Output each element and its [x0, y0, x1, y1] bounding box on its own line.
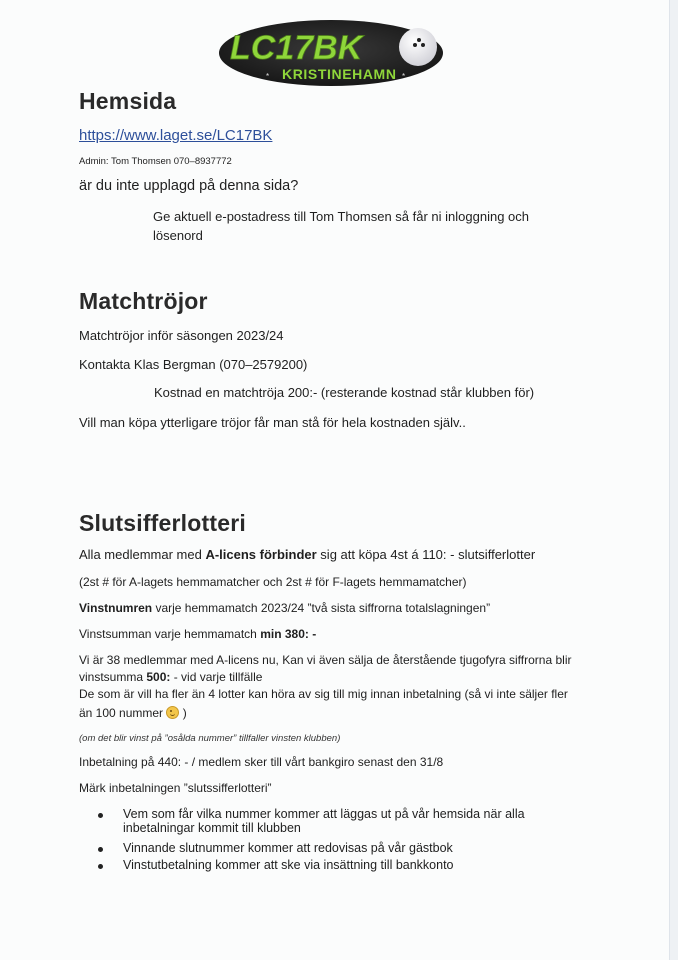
- ball-hole-icon: [413, 43, 417, 47]
- lotteri-p4: [79, 627, 316, 641]
- matchtrojor-line1: Matchtröjor inför säsongen 2023/24: [79, 328, 284, 343]
- admin-contact: Admin: Tom Thomsen 070–8937772: [79, 156, 232, 167]
- text: ): [179, 706, 187, 720]
- list-item: [123, 858, 454, 872]
- lotteri-p5-line1: Vi är 38 medlemmar med A-licens nu, Kan vi även sälja de återstående tjugofyra siffrorna blir: [79, 653, 572, 667]
- text: - vid varje tillfälle: [170, 670, 263, 684]
- text: än 100 nummer: [79, 706, 167, 720]
- hemsida-instruction-line2: lösenord: [153, 228, 203, 243]
- club-logo: [218, 19, 444, 87]
- bowling-ball-icon: [399, 28, 437, 66]
- text: vinstsumma: [79, 670, 147, 684]
- ball-hole-icon: [421, 43, 425, 47]
- lotteri-p6-line2: [79, 706, 187, 720]
- list-item-text: inbetalningar kommit till klubben: [123, 821, 301, 835]
- website-link[interactable]: https://www.laget.se/LC17BK: [79, 127, 273, 144]
- list-item-text: Vem som får vilka nummer kommer att läggas ut på vår hemsida när alla: [123, 807, 525, 821]
- lotteri-p2: (2st # för A-lagets hemmamatcher och 2st # för F-lagets hemmamatcher): [79, 575, 467, 589]
- bold-text: 500:: [146, 670, 171, 684]
- bullet-icon: [98, 864, 103, 869]
- bold-text: Vinstnumren: [79, 601, 153, 615]
- heading-slutsifferlotteri: Slutsifferlotteri: [79, 510, 246, 536]
- lotteri-p3: [79, 601, 490, 615]
- ball-hole-icon: [417, 38, 421, 42]
- text: Vinstsumman varje hemmamatch: [79, 627, 261, 641]
- list-item-text: Vinstutbetalning kommer att ske via insättning till bankkonto: [123, 858, 454, 872]
- text: varje hemmamatch 2023/24 ”två sista siffrorna totalslagningen”: [152, 601, 491, 615]
- lotteri-p1: [79, 547, 535, 562]
- lotteri-p5-line2: [79, 670, 262, 684]
- list-item-text: Vinnande slutnummer kommer att redovisas på vår gästbok: [123, 841, 453, 855]
- lotteri-p6-line1: De som är vill ha fler än 4 lotter kan höra av sig till mig innan inbetalning (så vi inte säljer fler: [79, 687, 568, 701]
- hemsida-instruction-line1: Ge aktuell e-postadress till Tom Thomsen så får ni inloggning och: [153, 209, 529, 224]
- star-icon: *: [266, 72, 270, 81]
- matchtrojor-line2: Kontakta Klas Bergman (070–2579200): [79, 357, 308, 372]
- heading-hemsida: Hemsida: [79, 88, 177, 114]
- hemsida-question: är du inte upplagd på denna sida?: [79, 178, 299, 194]
- list-item: [123, 807, 525, 835]
- list-item: [123, 841, 453, 855]
- matchtrojor-line3: Kostnad en matchtröja 200:- (resterande kostnad står klubben för): [154, 385, 535, 400]
- lotteri-mark: Märk inbetalningen ”slutssifferlotteri”: [79, 781, 272, 795]
- lotteri-note: (om det blir vinst på ”osålda nummer” tillfaller vinsten klubben): [79, 733, 341, 744]
- wink-smiley-icon: [166, 706, 179, 719]
- page-edge: [669, 0, 678, 960]
- bold-text: min 380: -: [260, 627, 317, 641]
- lotteri-payment: Inbetalning på 440: - / medlem sker till vårt bankgiro senast den 31/8: [79, 755, 444, 769]
- text: Alla medlemmar med: [79, 547, 206, 562]
- bold-text: A-licens förbinder: [205, 547, 317, 562]
- bullet-icon: [98, 813, 103, 818]
- logo-text-sub: KRISTINEHAMN: [282, 66, 397, 82]
- matchtrojor-line4: Vill man köpa ytterligare tröjor får man stå för hela kostnaden själv..: [79, 415, 466, 430]
- bullet-icon: [98, 847, 103, 852]
- logo-text-main: LC17BK: [230, 29, 363, 67]
- star-icon: *: [402, 72, 406, 81]
- heading-matchtrojor: Matchtröjor: [79, 288, 208, 314]
- text: sig att köpa 4st á 110: - slutsifferlotter: [316, 547, 536, 562]
